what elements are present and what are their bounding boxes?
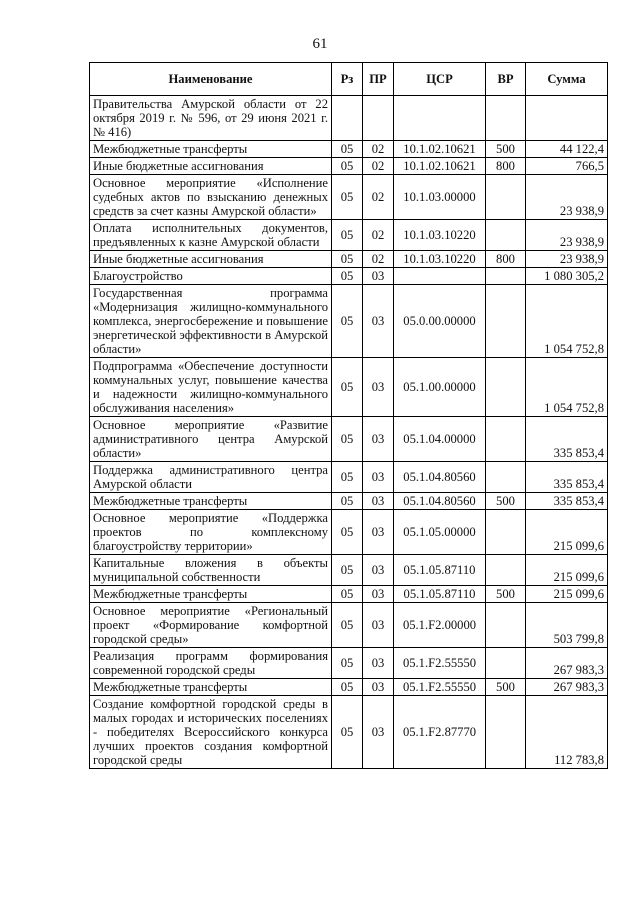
cell-pr: 03 bbox=[363, 648, 394, 679]
cell-vr: 800 bbox=[486, 251, 526, 268]
cell-sum: 44 122,4 bbox=[526, 141, 608, 158]
cell-vr: 800 bbox=[486, 158, 526, 175]
cell-pr: 03 bbox=[363, 268, 394, 285]
cell-csr: 10.1.02.10621 bbox=[394, 158, 486, 175]
table-row bbox=[90, 175, 608, 220]
column-header-name: Наименование bbox=[90, 63, 332, 96]
cell-name: Основное мероприятие «Региональный проект «Формирование комфортной городской среды» bbox=[90, 603, 332, 648]
table-row bbox=[90, 696, 608, 769]
table-row bbox=[90, 510, 608, 555]
cell-csr: 10.1.02.10621 bbox=[394, 141, 486, 158]
cell-pr: 03 bbox=[363, 603, 394, 648]
cell-name: Межбюджетные трансферты bbox=[90, 141, 332, 158]
cell-sum bbox=[526, 96, 608, 141]
cell-sum: 215 099,6 bbox=[526, 555, 608, 586]
cell-csr: 05.0.00.00000 bbox=[394, 285, 486, 358]
cell-vr bbox=[486, 510, 526, 555]
cell-name: Государственная программа «Модернизация жилищно-коммунального комплекса, энергосбережение и повышение энергетической эффективности в Амурской области» bbox=[90, 285, 332, 358]
column-header-pr: ПР bbox=[363, 63, 394, 96]
cell-name: Правительства Амурской области от 22 октября 2019 г. № 596, от 29 июня 2021 г. № 416) bbox=[90, 96, 332, 141]
cell-rz bbox=[332, 96, 363, 141]
table-row bbox=[90, 679, 608, 696]
cell-pr: 03 bbox=[363, 462, 394, 493]
cell-name: Оплата исполнительных документов, предъявленных к казне Амурской области bbox=[90, 220, 332, 251]
cell-csr: 10.1.03.10220 bbox=[394, 220, 486, 251]
cell-rz: 05 bbox=[332, 462, 363, 493]
cell-name: Межбюджетные трансферты bbox=[90, 679, 332, 696]
cell-vr bbox=[486, 220, 526, 251]
cell-vr bbox=[486, 603, 526, 648]
cell-sum: 215 099,6 bbox=[526, 586, 608, 603]
cell-pr: 03 bbox=[363, 510, 394, 555]
cell-vr: 500 bbox=[486, 141, 526, 158]
cell-rz: 05 bbox=[332, 220, 363, 251]
cell-name: Межбюджетные трансферты bbox=[90, 493, 332, 510]
cell-pr: 02 bbox=[363, 158, 394, 175]
cell-csr bbox=[394, 96, 486, 141]
cell-rz: 05 bbox=[332, 141, 363, 158]
cell-csr: 05.1.04.00000 bbox=[394, 417, 486, 462]
cell-rz: 05 bbox=[332, 493, 363, 510]
page-number: 61 bbox=[312, 36, 328, 52]
table-row bbox=[90, 158, 608, 175]
cell-rz: 05 bbox=[332, 175, 363, 220]
cell-pr: 02 bbox=[363, 251, 394, 268]
cell-pr: 02 bbox=[363, 220, 394, 251]
cell-name: Поддержка административного центра Амурской области bbox=[90, 462, 332, 493]
cell-pr: 03 bbox=[363, 696, 394, 769]
cell-sum: 112 783,8 bbox=[526, 696, 608, 769]
cell-rz: 05 bbox=[332, 555, 363, 586]
cell-csr: 05.1.00.00000 bbox=[394, 358, 486, 417]
cell-sum: 503 799,8 bbox=[526, 603, 608, 648]
cell-sum: 215 099,6 bbox=[526, 510, 608, 555]
cell-sum: 1 080 305,2 bbox=[526, 268, 608, 285]
table-row bbox=[90, 285, 608, 358]
cell-name: Межбюджетные трансферты bbox=[90, 586, 332, 603]
cell-rz: 05 bbox=[332, 158, 363, 175]
cell-name: Основное мероприятие «Развитие административного центра Амурской области» bbox=[90, 417, 332, 462]
cell-name: Создание комфортной городской среды в малых городах и исторических поселениях - победителях Всероссийского конкурса лучших проектов создания комфортной городской среды bbox=[90, 696, 332, 769]
cell-rz: 05 bbox=[332, 586, 363, 603]
cell-rz: 05 bbox=[332, 268, 363, 285]
cell-csr: 05.1.05.87110 bbox=[394, 586, 486, 603]
cell-sum: 1 054 752,8 bbox=[526, 358, 608, 417]
cell-vr bbox=[486, 555, 526, 586]
table-row bbox=[90, 268, 608, 285]
cell-rz: 05 bbox=[332, 679, 363, 696]
cell-sum: 23 938,9 bbox=[526, 220, 608, 251]
cell-csr: 10.1.03.10220 bbox=[394, 251, 486, 268]
table-row bbox=[90, 648, 608, 679]
cell-vr bbox=[486, 696, 526, 769]
table-row bbox=[90, 358, 608, 417]
cell-vr: 500 bbox=[486, 586, 526, 603]
cell-csr: 05.1.04.80560 bbox=[394, 493, 486, 510]
table-row bbox=[90, 251, 608, 268]
cell-rz: 05 bbox=[332, 648, 363, 679]
cell-sum: 23 938,9 bbox=[526, 175, 608, 220]
cell-pr bbox=[363, 96, 394, 141]
table-row bbox=[90, 141, 608, 158]
cell-name: Иные бюджетные ассигнования bbox=[90, 158, 332, 175]
table-row bbox=[90, 603, 608, 648]
cell-rz: 05 bbox=[332, 251, 363, 268]
cell-name: Подпрограмма «Обеспечение доступности коммунальных услуг, повышение качества и надежности жилищно-коммунального обслуживания населения» bbox=[90, 358, 332, 417]
cell-pr: 03 bbox=[363, 679, 394, 696]
cell-rz: 05 bbox=[332, 696, 363, 769]
cell-pr: 03 bbox=[363, 358, 394, 417]
cell-rz: 05 bbox=[332, 285, 363, 358]
column-header-vr: ВР bbox=[486, 63, 526, 96]
column-header-rz: Рз bbox=[332, 63, 363, 96]
table-row bbox=[90, 96, 608, 141]
cell-sum: 335 853,4 bbox=[526, 493, 608, 510]
cell-vr bbox=[486, 96, 526, 141]
cell-sum: 267 983,3 bbox=[526, 648, 608, 679]
cell-sum: 335 853,4 bbox=[526, 462, 608, 493]
table-row bbox=[90, 220, 608, 251]
cell-name: Благоустройство bbox=[90, 268, 332, 285]
cell-name: Иные бюджетные ассигнования bbox=[90, 251, 332, 268]
cell-pr: 03 bbox=[363, 417, 394, 462]
column-header-sum: Сумма bbox=[526, 63, 608, 96]
cell-csr: 05.1.F2.87770 bbox=[394, 696, 486, 769]
cell-csr: 05.1.05.87110 bbox=[394, 555, 486, 586]
table-row bbox=[90, 586, 608, 603]
cell-rz: 05 bbox=[332, 603, 363, 648]
cell-vr bbox=[486, 268, 526, 285]
cell-pr: 03 bbox=[363, 285, 394, 358]
cell-name: Капитальные вложения в объекты муниципальной собственности bbox=[90, 555, 332, 586]
cell-vr: 500 bbox=[486, 493, 526, 510]
cell-csr: 05.1.05.00000 bbox=[394, 510, 486, 555]
table-row bbox=[90, 493, 608, 510]
cell-csr: 05.1.04.80560 bbox=[394, 462, 486, 493]
cell-pr: 03 bbox=[363, 586, 394, 603]
cell-csr: 05.1.F2.55550 bbox=[394, 679, 486, 696]
cell-sum: 766,5 bbox=[526, 158, 608, 175]
cell-sum: 267 983,3 bbox=[526, 679, 608, 696]
cell-rz: 05 bbox=[332, 417, 363, 462]
cell-pr: 03 bbox=[363, 493, 394, 510]
cell-csr: 05.1.F2.55550 bbox=[394, 648, 486, 679]
cell-vr bbox=[486, 175, 526, 220]
cell-csr bbox=[394, 268, 486, 285]
cell-vr bbox=[486, 358, 526, 417]
table-header-row bbox=[90, 63, 608, 96]
cell-sum: 1 054 752,8 bbox=[526, 285, 608, 358]
cell-rz: 05 bbox=[332, 358, 363, 417]
cell-pr: 02 bbox=[363, 175, 394, 220]
table-row bbox=[90, 417, 608, 462]
cell-name: Основное мероприятие «Исполнение судебных актов по взысканию денежных средств за счет казны Амурской области» bbox=[90, 175, 332, 220]
cell-vr bbox=[486, 285, 526, 358]
cell-vr bbox=[486, 417, 526, 462]
cell-csr: 05.1.F2.00000 bbox=[394, 603, 486, 648]
cell-pr: 02 bbox=[363, 141, 394, 158]
cell-vr: 500 bbox=[486, 679, 526, 696]
cell-sum: 23 938,9 bbox=[526, 251, 608, 268]
cell-vr bbox=[486, 648, 526, 679]
cell-name: Реализация программ формирования современной городской среды bbox=[90, 648, 332, 679]
cell-sum: 335 853,4 bbox=[526, 417, 608, 462]
cell-name: Основное мероприятие «Поддержка проектов по комплексному благоустройству территории» bbox=[90, 510, 332, 555]
cell-rz: 05 bbox=[332, 510, 363, 555]
budget-table bbox=[89, 62, 608, 769]
cell-vr bbox=[486, 462, 526, 493]
cell-csr: 10.1.03.00000 bbox=[394, 175, 486, 220]
cell-pr: 03 bbox=[363, 555, 394, 586]
column-header-csr: ЦСР bbox=[394, 63, 486, 96]
table-row bbox=[90, 462, 608, 493]
table-row bbox=[90, 555, 608, 586]
